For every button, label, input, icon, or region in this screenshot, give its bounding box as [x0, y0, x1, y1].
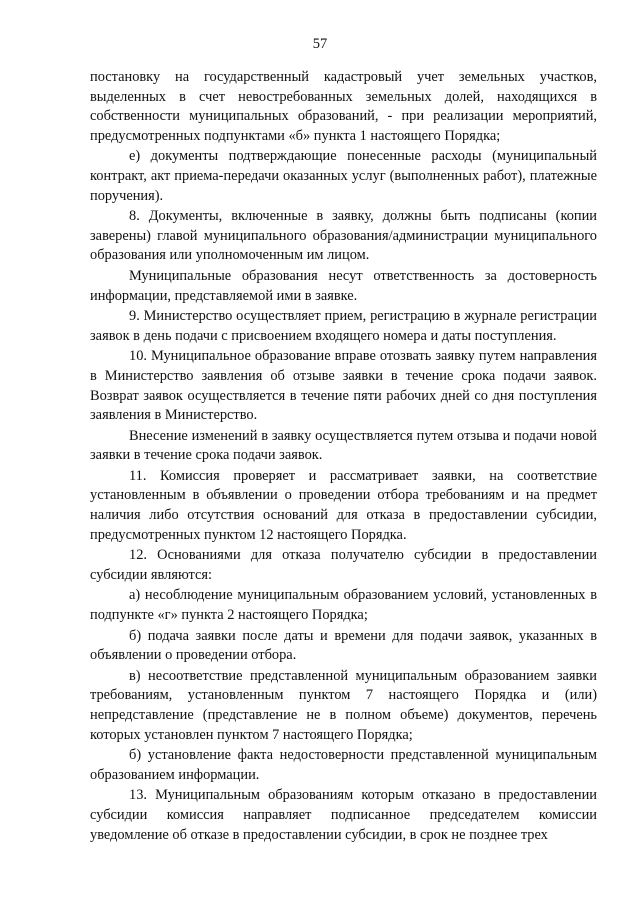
paragraph: 13. Муниципальным образованиям которым отказано в предоставлении субсидии комиссия направляет подписанное председателем комиссии уведомление об отказе в предоставлении субсидии, в срок не позднее трех — [90, 787, 597, 843]
paragraph: б) установление факта недостоверности представленной муниципальным образованием информации. — [90, 747, 597, 783]
paragraph: Внесение изменений в заявку осуществляется путем отзыва и подачи новой заявки в течение срока подачи заявок. — [90, 427, 597, 464]
paragraph: 9. Министерство осуществляет прием, регистрацию в журнале регистрации заявок в день подачи с присвоением входящего номера и даты поступления. — [90, 308, 597, 344]
paragraph: 10. Муниципальное образование вправе отозвать заявку путем направления в Министерство заявления об отзыве заявки в течение срока подачи заявок. Возврат заявок осуществляется в течение пяти рабочих дней со дня поступления заявления в Министерство. — [90, 348, 597, 424]
paragraph: б) подача заявки после даты и времени для подачи заявок, указанных в объявлении о проведении отбора. — [90, 627, 597, 664]
paragraph: в) несоответствие представленной муниципальным образованием заявки требованиям, установленным пунктом 7 настоящего Порядка и (или) непредставление (представление не в полном объеме) документов, перечень которых установлен пунктом 7 настоящего Порядка; — [90, 667, 597, 743]
paragraph: 12. Основаниями для отказа получателю субсидии в предоставлении субсидии являются: — [90, 547, 597, 583]
paragraph: а) несоблюдение муниципальным образованием условий, установленных в подпункте «г» пункта 2 настоящего Порядка; — [90, 587, 597, 624]
paragraph: постановку на государственный кадастровый учет земельных участков, выделенных в счет невостребованных земельных долей, находящихся в собственности муниципальных образований, - при реализации мероприятий, предусмотренных подпунктами «б» пункта 1 настоящего Порядка; — [90, 69, 597, 144]
paragraph: Муниципальные образования несут ответственность за достоверность информации, представляемой ими в заявке. — [90, 267, 597, 304]
paragraph: 8. Документы, включенные в заявку, должны быть подписаны (копии заверены) главой муниципального образования/администрации муниципального образования или уполномоченным им лицом. — [90, 208, 597, 264]
page-number: 57 — [312, 36, 328, 52]
paragraph: 11. Комиссия проверяет и рассматривает заявки, на соответствие установленным в объявлении о проведении отбора требованиям и на предмет наличия либо отсутствия оснований для отказа в предоставлении субсидии, предусмотренных пунктом 12 настоящего Порядка. — [90, 467, 597, 543]
document-body — [90, 68, 597, 846]
paragraph: е) документы подтверждающие понесенные расходы (муниципальный контракт, акт приема-передачи оказанных услуг (выполненных работ), платежные поручения). — [90, 148, 597, 204]
